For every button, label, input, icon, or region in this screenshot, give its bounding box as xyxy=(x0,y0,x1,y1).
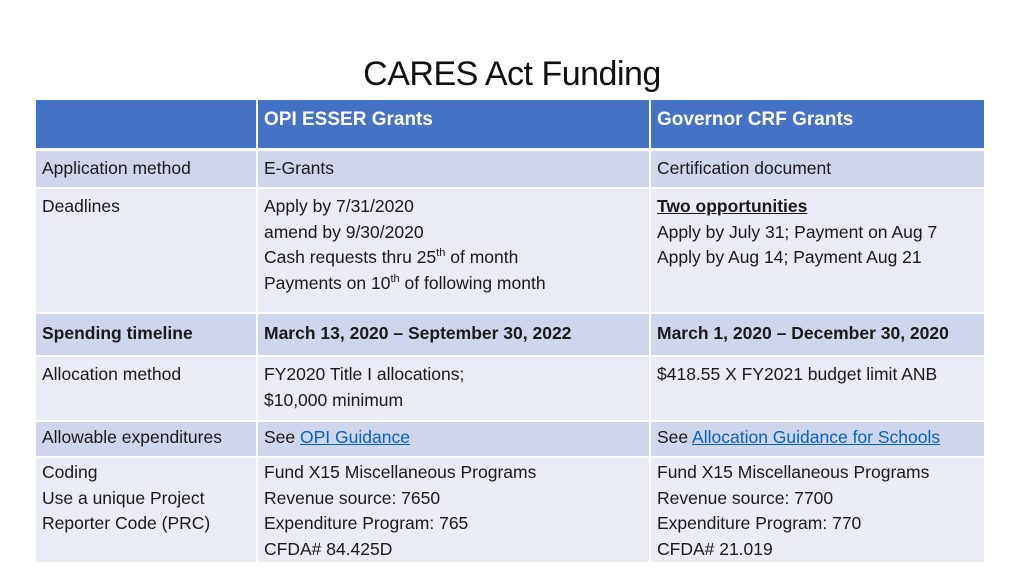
opi-cell xyxy=(257,188,650,313)
opi-guidance-link[interactable]: OPI Guidance xyxy=(300,427,410,447)
gov-deadline-line: Apply by July 31; Payment on Aug 7 xyxy=(657,221,938,242)
opi-allocation-line: $10,000 minimum xyxy=(264,389,404,410)
row-label: Allocation method xyxy=(35,356,257,421)
row-label: Deadlines xyxy=(35,188,257,313)
opi-allocation-line: FY2020 Title I allocations; xyxy=(264,364,465,384)
opi-deadline-line: amend by 9/30/2020 xyxy=(264,221,424,242)
opi-coding-line: Expenditure Program: 765 xyxy=(264,513,469,533)
header-blank xyxy=(35,99,257,149)
row-label: Allowable expenditures xyxy=(35,421,257,457)
opi-deadline-line: Cash requests thru 25th of month xyxy=(264,247,519,267)
opi-cell: March 13, 2020 – September 30, 2022 xyxy=(257,313,650,356)
row-allocation-method xyxy=(35,356,985,421)
opi-deadline-line: Apply by 7/31/2020 xyxy=(264,196,414,216)
row-application-method xyxy=(35,149,985,188)
gov-deadline-heading: Two opportunities xyxy=(657,196,808,216)
gov-coding-line: CFDA# 21.019 xyxy=(657,538,773,559)
gov-cell: Certification document xyxy=(650,149,985,188)
gov-coding-line: Revenue source: 7700 xyxy=(657,487,834,508)
allocation-guidance-link[interactable]: Allocation Guidance for Schools xyxy=(692,427,941,447)
slide-title: CARES Act Funding xyxy=(363,55,661,93)
gov-coding-line: Fund X15 Miscellaneous Programs xyxy=(657,462,930,482)
coding-label-line: Coding xyxy=(42,462,98,482)
header-governor-crf: Governor CRF Grants xyxy=(650,99,985,149)
row-allowable-expenditures xyxy=(35,421,985,457)
row-coding xyxy=(35,457,985,563)
opi-coding-line: Revenue source: 7650 xyxy=(264,487,441,508)
gov-cell: $418.55 X FY2021 budget limit ANB xyxy=(650,356,985,421)
see-prefix: See xyxy=(264,427,300,447)
row-deadlines xyxy=(35,188,985,313)
gov-cell xyxy=(650,421,985,457)
gov-coding-line: Expenditure Program: 770 xyxy=(657,513,862,533)
opi-coding-line: Fund X15 Miscellaneous Programs xyxy=(264,462,537,482)
funding-comparison-table xyxy=(34,98,986,564)
coding-label-line: Reporter Code (PRC) xyxy=(42,513,211,533)
row-label xyxy=(35,457,257,563)
gov-cell xyxy=(650,188,985,313)
coding-label-line: Use a unique Project xyxy=(42,487,205,508)
opi-cell: E-Grants xyxy=(257,149,650,188)
see-prefix: See xyxy=(657,427,693,447)
row-label: Application method xyxy=(35,149,257,188)
row-spending-timeline xyxy=(35,313,985,356)
opi-cell xyxy=(257,356,650,421)
header-opi-esser: OPI ESSER Grants xyxy=(257,99,650,149)
table-header-row xyxy=(35,99,985,149)
gov-deadline-line: Apply by Aug 14; Payment Aug 21 xyxy=(657,247,922,267)
gov-cell: March 1, 2020 – December 30, 2020 xyxy=(650,313,985,356)
opi-deadline-line: Payments on 10th of following month xyxy=(264,272,546,293)
opi-coding-line: CFDA# 84.425D xyxy=(264,538,393,559)
opi-cell xyxy=(257,457,650,563)
gov-cell xyxy=(650,457,985,563)
opi-cell xyxy=(257,421,650,457)
row-label: Spending timeline xyxy=(35,313,257,356)
